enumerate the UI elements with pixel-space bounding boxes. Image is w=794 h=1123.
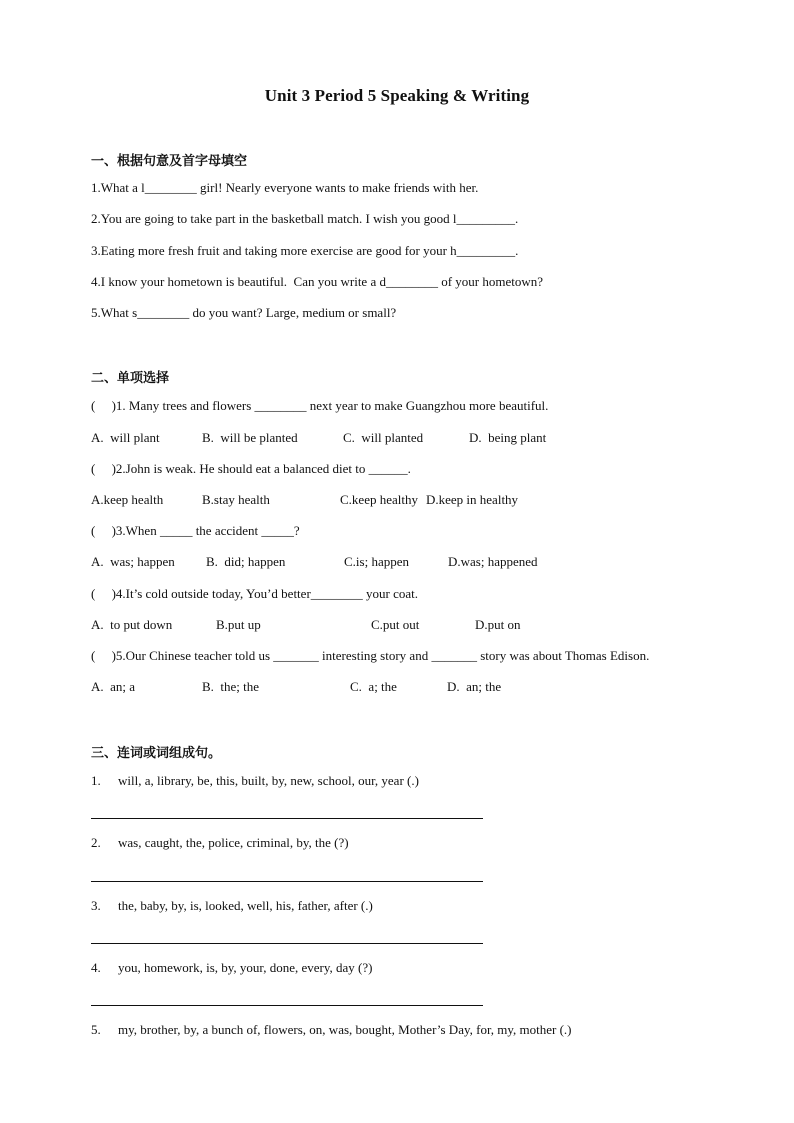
mc-question-4-option-d: D.put on	[475, 617, 521, 632]
fill-blank-item-2: 2.You are going to take part in the basketball match. I wish you good l_________.	[91, 211, 519, 226]
sentence-item-2-number: 2.	[91, 835, 101, 850]
sentence-item-3-number: 3.	[91, 898, 101, 913]
mc-question-3-option-c: C.is; happen	[344, 554, 409, 569]
fill-blank-item-1: 1.What a l________ girl! Nearly everyone wants to make friends with her.	[91, 180, 479, 195]
answer-line-3[interactable]	[91, 943, 483, 944]
mc-question-3-option-a: A. was; happen	[91, 554, 175, 569]
mc-question-1-option-a: A. will plant	[91, 430, 160, 445]
section-1-heading: 一、根据句意及首字母填空	[91, 154, 248, 169]
page-title: Unit 3 Period 5 Speaking & Writing	[264, 86, 530, 105]
mc-question-2-option-b: B.stay health	[202, 492, 270, 507]
mc-question-3-option-d: D.was; happened	[448, 554, 538, 569]
mc-question-4-stem: ( )4.It’s cold outside today, You’d better________ your coat.	[91, 586, 418, 601]
mc-question-1-stem: ( )1. Many trees and flowers ________ next year to make Guangzhou more beautiful.	[91, 398, 549, 413]
fill-blank-item-3: 3.Eating more fresh fruit and taking more exercise are good for your h_________.	[91, 243, 519, 258]
mc-question-1-option-c: C. will planted	[343, 430, 424, 445]
mc-question-5-option-b: B. the; the	[202, 679, 260, 694]
mc-question-1-option-b: B. will be planted	[202, 430, 298, 445]
mc-question-2-stem: ( )2.John is weak. He should eat a balanced diet to ______.	[91, 461, 411, 476]
sentence-item-1-number: 1.	[91, 773, 101, 788]
mc-question-3-stem: ( )3.When _____ the accident _____?	[91, 523, 300, 538]
mc-question-2-option-c: C.keep healthy	[340, 492, 418, 507]
mc-question-3-option-b: B. did; happen	[206, 554, 286, 569]
sentence-item-2-words: was, caught, the, police, criminal, by, the (?)	[118, 835, 349, 850]
section-3-heading: 三、连词或词组成句。	[91, 746, 222, 761]
sentence-item-4-words: you, homework, is, by, your, done, every, day (?)	[118, 960, 373, 975]
mc-question-5-option-d: D. an; the	[447, 679, 502, 694]
mc-question-4-option-a: A. to put down	[91, 617, 173, 632]
mc-question-5-stem: ( )5.Our Chinese teacher told us _______ interesting story and _______ story was about Thomas Edison.	[91, 648, 650, 663]
mc-question-1-option-d: D. being plant	[469, 430, 547, 445]
answer-line-4[interactable]	[91, 1005, 483, 1006]
sentence-item-5-number: 5.	[91, 1022, 101, 1037]
sentence-item-5-words: my, brother, by, a bunch of, flowers, on, was, bought, Mother’s Day, for, my, mother (.)	[118, 1022, 572, 1037]
mc-question-5-option-c: C. a; the	[350, 679, 397, 694]
mc-question-2-option-a: A.keep health	[91, 492, 164, 507]
sentence-item-3-words: the, baby, by, is, looked, well, his, father, after (.)	[118, 898, 373, 913]
mc-question-4-option-b: B.put up	[216, 617, 261, 632]
fill-blank-item-4: 4.I know your hometown is beautiful. Can you write a d________ of your hometown?	[91, 274, 544, 289]
mc-question-5-option-a: A. an; a	[91, 679, 136, 694]
fill-blank-item-5: 5.What s________ do you want? Large, medium or small?	[91, 305, 397, 320]
sentence-item-4-number: 4.	[91, 960, 101, 975]
mc-question-2-option-d: D.keep in healthy	[426, 492, 519, 507]
sentence-item-1-words: will, a, library, be, this, built, by, new, school, our, year (.)	[118, 773, 419, 788]
answer-line-2[interactable]	[91, 881, 483, 882]
mc-question-4-option-c: C.put out	[371, 617, 420, 632]
answer-line-1[interactable]	[91, 818, 483, 819]
section-2-heading: 二、单项选择	[91, 371, 170, 386]
